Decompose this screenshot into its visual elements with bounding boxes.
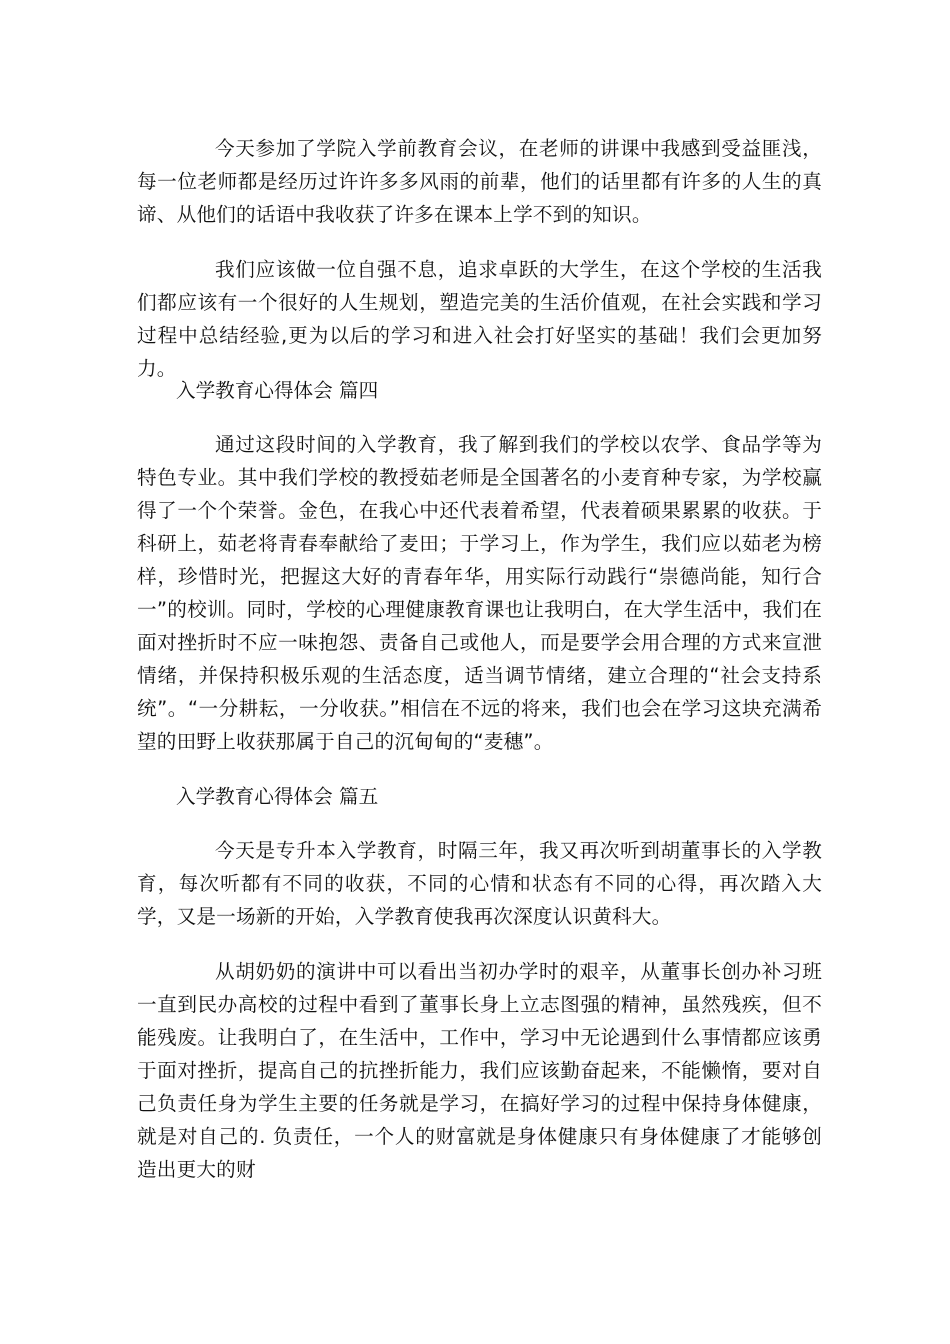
paragraph-5: 从胡奶奶的演讲中可以看出当初办学时的艰辛，从董事长创办补习班一直到民办高校的过程中看到了董事长身上立志图强的精神，虽然残疾，但不能残废。让我明白了，在生活中，工作中，学习中无论遇到什么事情都应该勇于面对挫折，提高自己的抗挫折能力，我们应该勤奋起来，不能懒惰，要对自己负责任身为学生主要的任务就是学习，在搞好学习的过程中保持身体健康，就是对自己的. 负责任，一个人的财富就是身体健康只有身体健康了才能够创造出更大的财 <box>137 960 822 1181</box>
section-heading-4: 入学教育心得体会 篇四 <box>176 379 379 402</box>
paragraph-1: 今天参加了学院入学前教育会议，在老师的讲课中我感到受益匪浅，每一位老师都是经历过许许多多风雨的前辈，他们的话里都有许多的人生的真谛、从他们的话语中我收获了许多在课本上学不到的知识。 <box>137 137 822 226</box>
paragraph-3: 通过这段时间的入学教育，我了解到我们的学校以农学、食品学等为特色专业。其中我们学校的教授茹老师是全国著名的小麦育种专家，为学校赢得了一个个荣誉。金色，在我心中还代表着希望，代表着硕果累累的收获。于科研上，茹老将青春奉献给了麦田；于学习上，作为学生，我们应以茹老为榜样，珍惜时光，把握这大好的青春年华，用实际行动践行“崇德尚能，知行合一”的校训。同时，学校的心理健康教育课也让我明白，在大学生活中，我们在面对挫折时不应一味抱怨、责备自己或他人，而是要学会用合理的方式来宣泄情绪，并保持积极乐观的生活态度，适当调节情绪，建立合理的“社会支持系统”。“一分耕耘，一分收获。”相信在不远的将来，我们也会在学习这块充满希望的田野上收获那属于自己的沉甸甸的“麦穗”。 <box>137 433 822 753</box>
paragraph-2: 我们应该做一位自强不息，追求卓跃的大学生，在这个学校的生活我们都应该有一个很好的人生规划，塑造完美的生活价值观，在社会实践和学习过程中总结经验,更为以后的学习和进入社会打好坚实的基础！我们会更加努力。 <box>137 258 822 380</box>
section-heading-5: 入学教育心得体会 篇五 <box>176 785 379 808</box>
paragraph-4: 今天是专升本入学教育，时隔三年，我又再次听到胡董事长的入学教育，每次听都有不同的收获，不同的心情和状态有不同的心得，再次踏入大学，又是一场新的开始，入学教育使我再次深度认识黄科大。 <box>137 839 822 928</box>
